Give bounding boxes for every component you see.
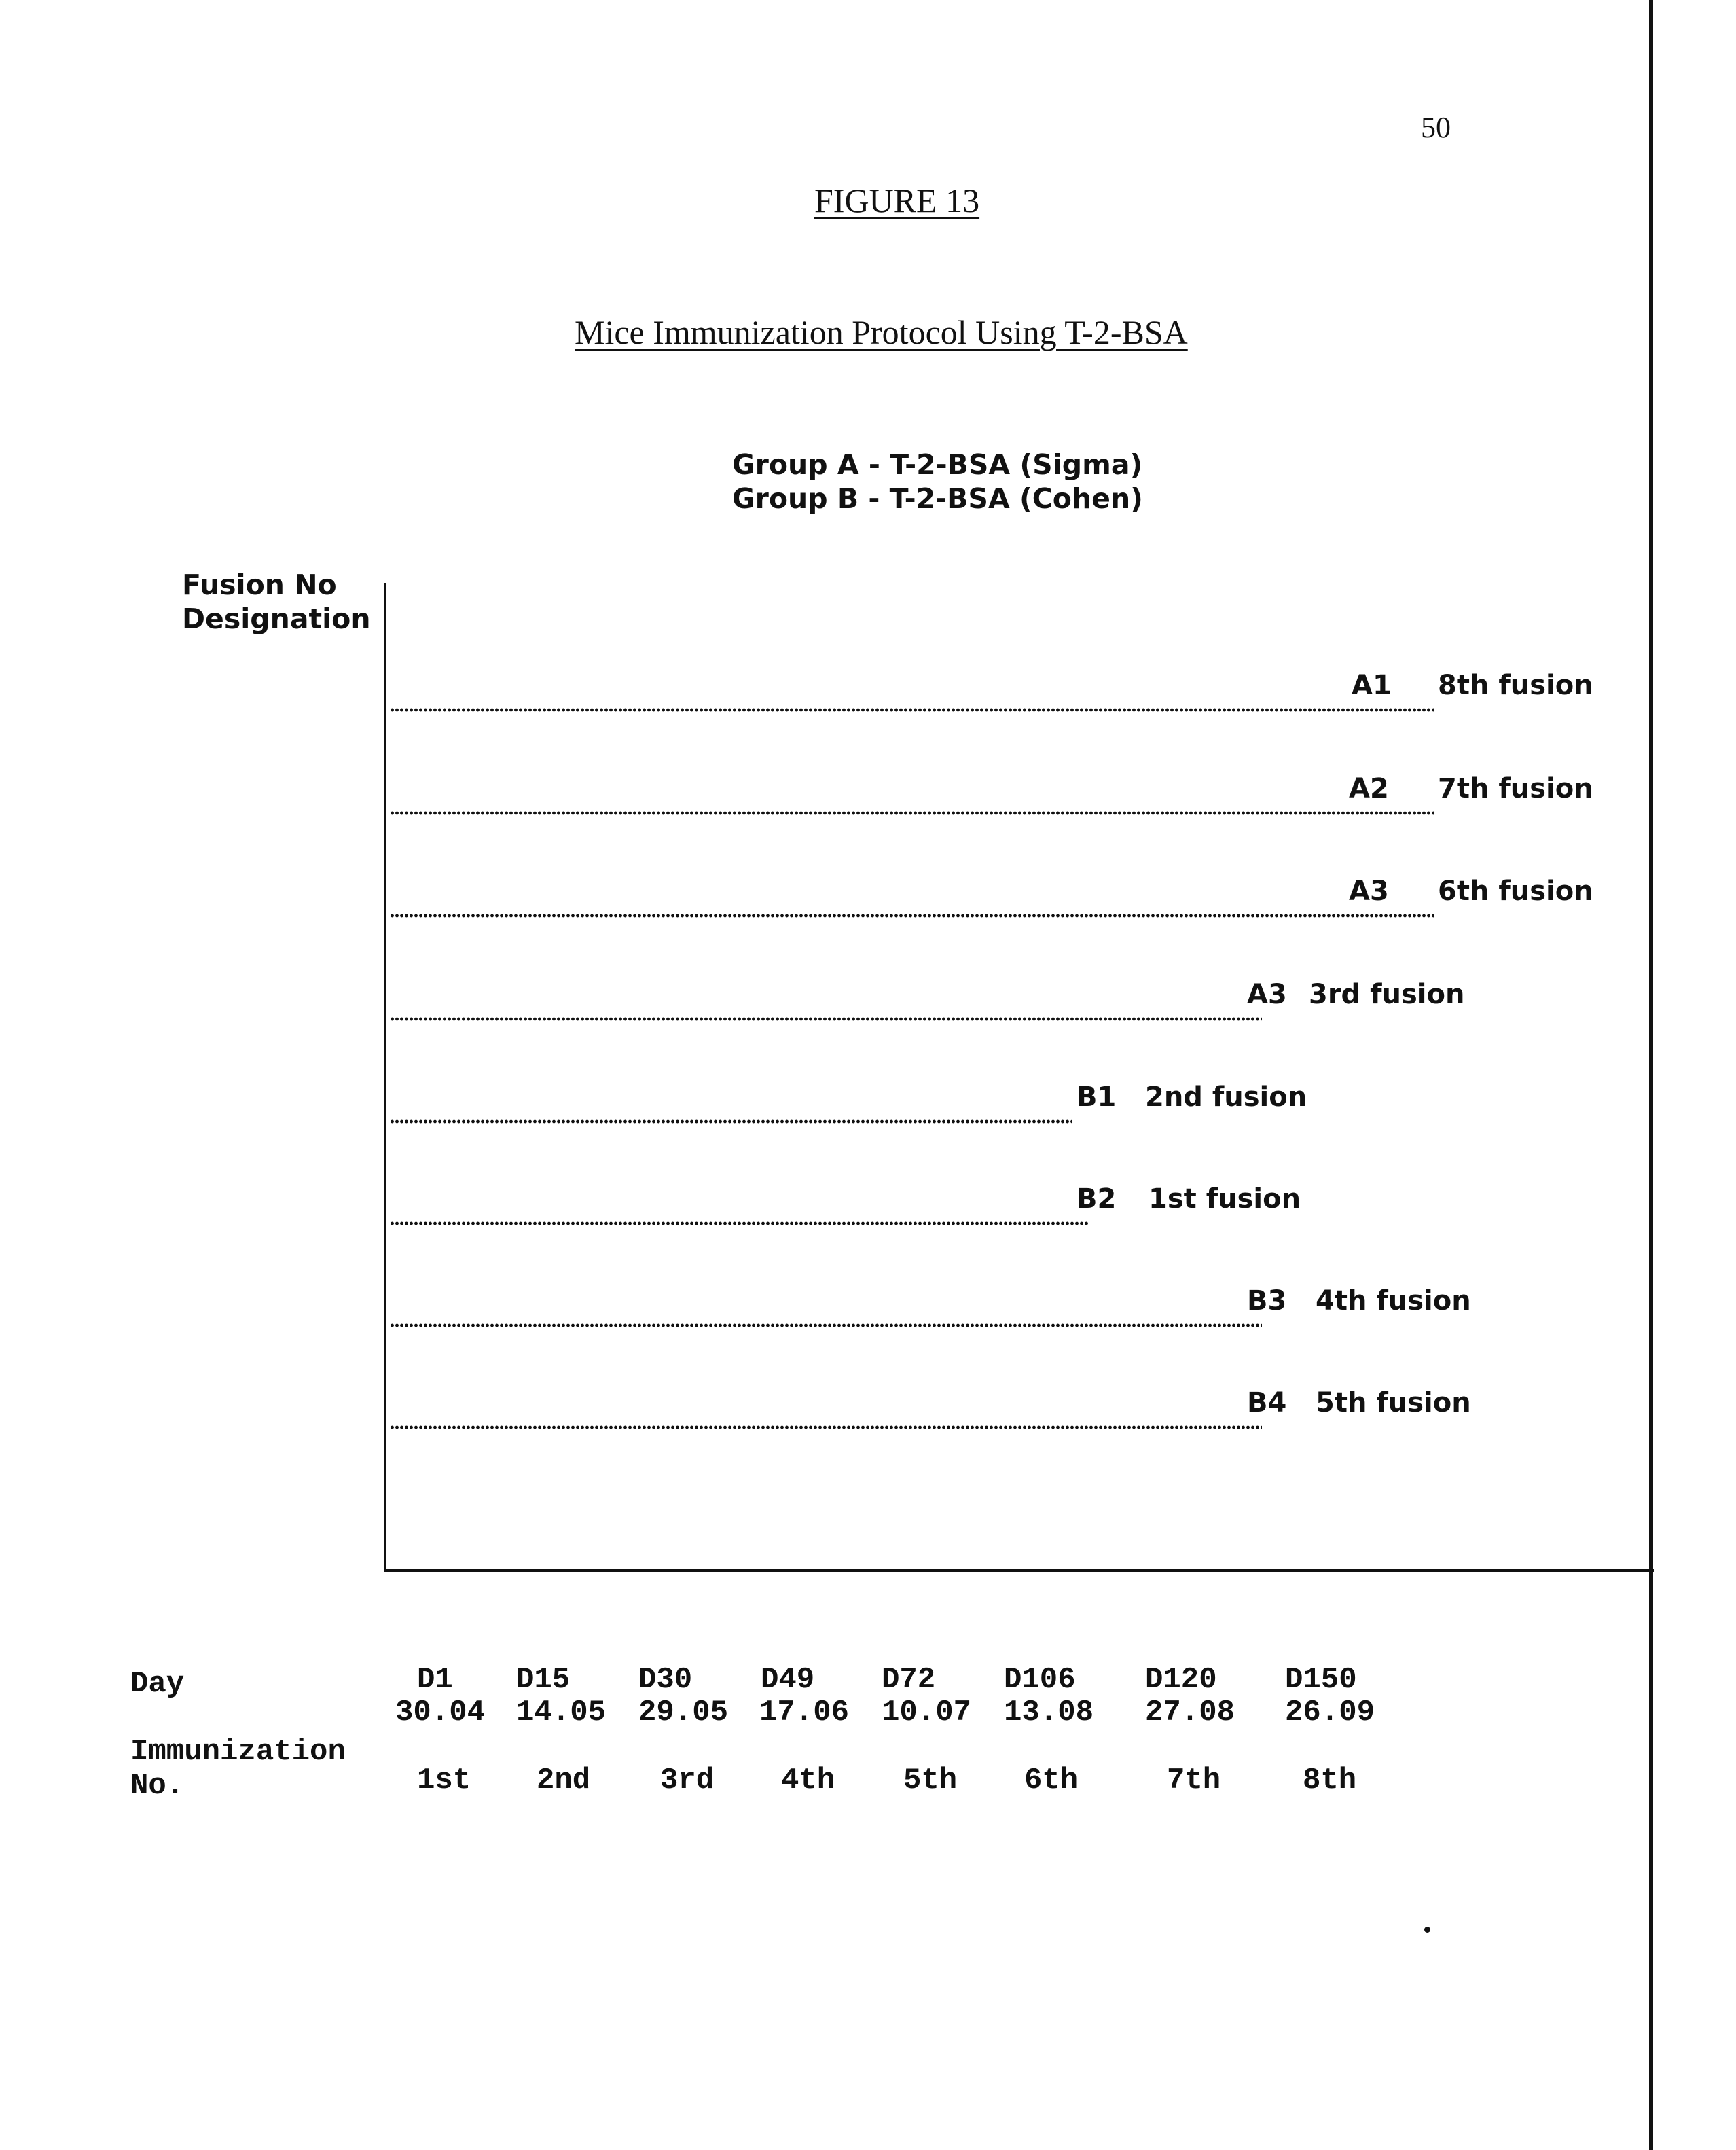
fusion-order-label: 3rd fusion — [1309, 979, 1465, 1010]
x-axis-line — [384, 1569, 1654, 1572]
fusion-order-label: 2nd fusion — [1145, 1081, 1307, 1113]
date-value: 17.06 — [759, 1696, 850, 1730]
fusion-row-line — [390, 1323, 1262, 1327]
day-value: D49 — [761, 1663, 815, 1697]
fusion-order-label: 7th fusion — [1438, 773, 1593, 804]
day-value: D150 — [1285, 1663, 1357, 1697]
immunization-number: 8th — [1303, 1763, 1357, 1797]
day-value: D72 — [882, 1663, 936, 1697]
mouse-id-label: A1 — [1352, 670, 1392, 701]
date-value: 30.04 — [395, 1696, 486, 1730]
fusion-row-line — [390, 1119, 1072, 1124]
mouse-id-label: B2 — [1077, 1183, 1117, 1215]
day-label: Day — [130, 1667, 185, 1701]
mouse-id-label: B3 — [1247, 1285, 1287, 1316]
date-value: 29.05 — [638, 1696, 729, 1730]
y-axis-label: Fusion No Designation — [182, 569, 371, 635]
fusion-row-line — [390, 811, 1434, 815]
mouse-id-label: B4 — [1247, 1387, 1287, 1418]
immunization-number: 6th — [1024, 1763, 1079, 1797]
fusion-order-label: 8th fusion — [1438, 670, 1593, 701]
y-axis-line — [384, 583, 386, 1572]
page-border-line — [1649, 0, 1653, 2150]
mouse-id-label: A3 — [1247, 979, 1287, 1010]
immunization-number: 5th — [903, 1763, 958, 1797]
figure-subtitle: Mice Immunization Protocol Using T-2-BSA — [575, 313, 1188, 351]
date-value: 14.05 — [516, 1696, 607, 1730]
mouse-id-label: A3 — [1349, 876, 1389, 907]
day-value: D1 — [417, 1663, 453, 1697]
fusion-order-label: 1st fusion — [1149, 1183, 1301, 1215]
fusion-row-line — [390, 1221, 1088, 1225]
fusion-order-label: 4th fusion — [1316, 1285, 1471, 1316]
fusion-row-line — [390, 914, 1434, 918]
date-value: 10.07 — [882, 1696, 972, 1730]
figure-title: FIGURE 13 — [814, 181, 980, 219]
day-value: D120 — [1145, 1663, 1217, 1697]
fusion-order-label: 6th fusion — [1438, 876, 1593, 907]
fusion-row-line — [390, 708, 1434, 712]
immunization-number: 3rd — [660, 1763, 715, 1797]
stray-dot — [1424, 1927, 1430, 1933]
immunization-number: 2nd — [537, 1763, 591, 1797]
immunization-number: 1st — [417, 1763, 471, 1797]
legend-group-a: Group A - T-2-BSA (Sigma) — [732, 448, 1143, 481]
date-value: 27.08 — [1145, 1696, 1235, 1730]
immunization-label-line1: Immunization — [130, 1735, 346, 1769]
date-value: 13.08 — [1004, 1696, 1094, 1730]
legend-group-b: Group B - T-2-BSA (Cohen) — [732, 482, 1143, 515]
day-value: D30 — [638, 1663, 693, 1697]
fusion-order-label: 5th fusion — [1316, 1387, 1471, 1418]
day-value: D106 — [1004, 1663, 1076, 1697]
immunization-number: 7th — [1167, 1763, 1221, 1797]
mouse-id-label: B1 — [1077, 1081, 1117, 1113]
day-value: D15 — [516, 1663, 571, 1697]
date-value: 26.09 — [1285, 1696, 1375, 1730]
fusion-row-line — [390, 1425, 1262, 1429]
page-number: 50 — [1421, 111, 1451, 144]
immunization-label-line2: No. — [130, 1769, 185, 1803]
mouse-id-label: A2 — [1349, 773, 1389, 804]
fusion-row-line — [390, 1017, 1262, 1021]
immunization-number: 4th — [781, 1763, 835, 1797]
